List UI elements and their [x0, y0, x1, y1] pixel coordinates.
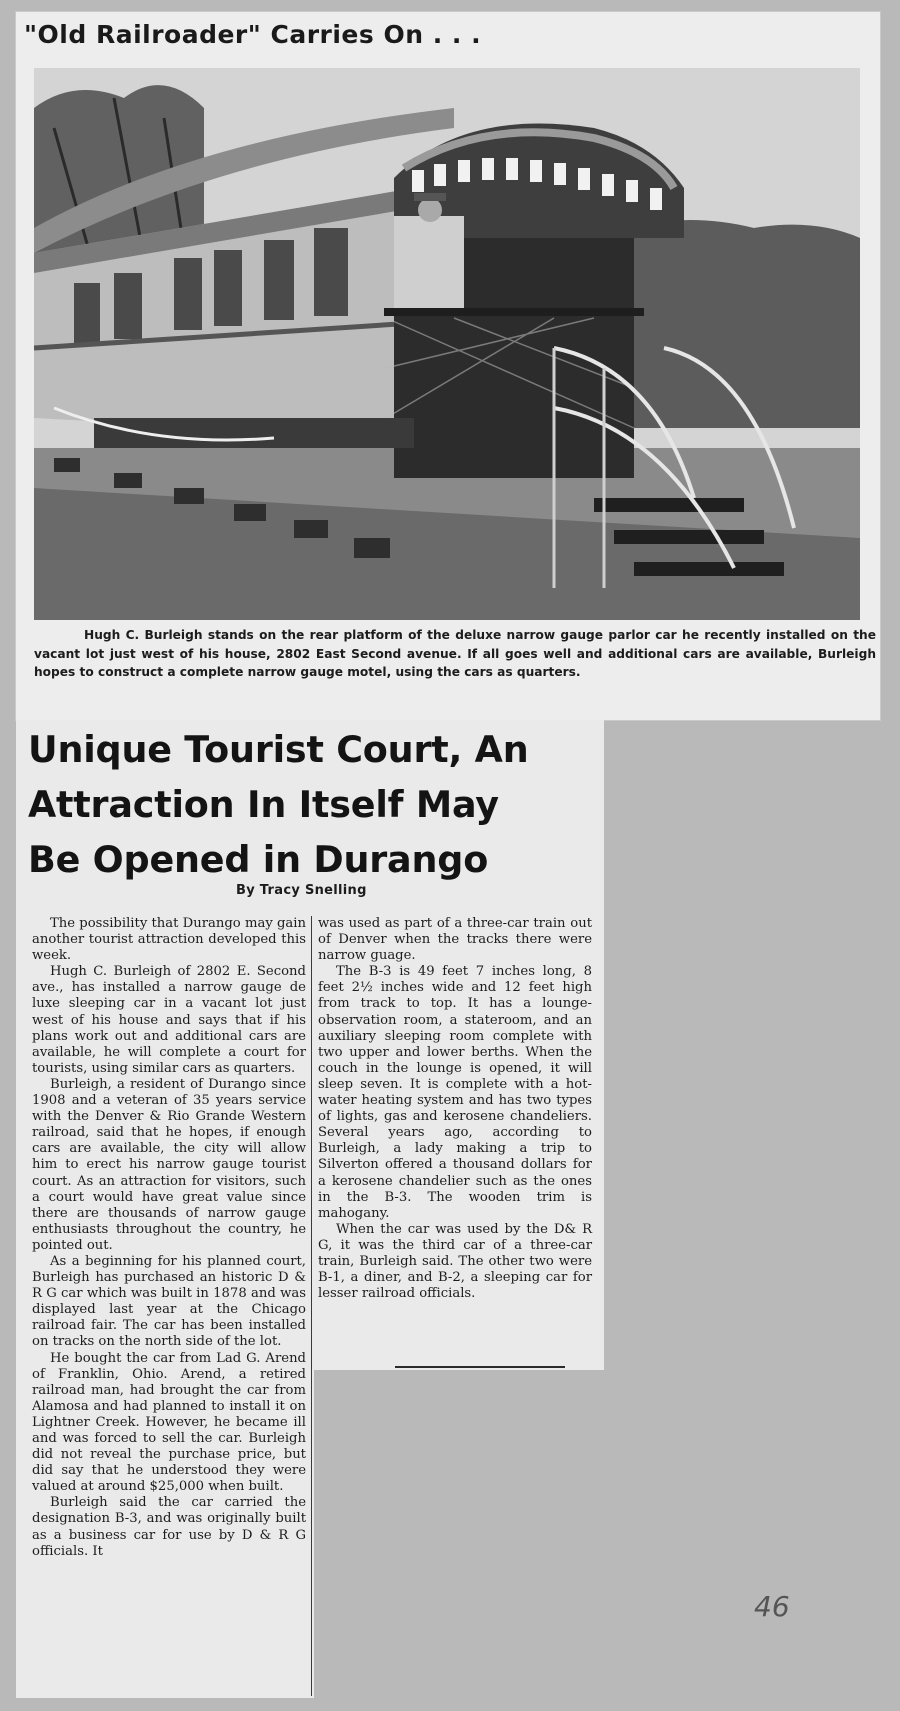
article-column-1 — [32, 916, 306, 1560]
paragraph: When the car was used by the D& R G, it was the third car of a three-car train, Burleigh said. The other two were B-1, a diner, and B-2, a sleeping car for lesser railroad officials. — [318, 1221, 592, 1302]
column-divider — [311, 916, 312, 1696]
byline: By Tracy Snelling — [236, 883, 367, 898]
page-number: 46 — [754, 1590, 790, 1623]
paragraph: Hugh C. Burleigh of 2802 E. Second ave., has installed a narrow gauge de luxe sleeping car in a vacant lot just west of his house and says that if his plans work out and additional cars are available, he will complete a court for tourists, using similar cars as quarters. — [32, 964, 306, 1076]
paragraph: was used as part of a three-car train out of Denver when the tracks there were narrow guage. — [318, 916, 592, 964]
photo-headline: "Old Railroader" Carries On . . . — [24, 20, 482, 49]
photo-caption: Hugh C. Burleigh stands on the rear platform of the deluxe narrow gauge parlor car he recently installed on the vacant lot just west of his house, 2802 East Second avenue. If all goes well and additional cars are available, Burleigh hopes to construct a complete narrow gauge motel, using the cars as quarters. — [34, 628, 876, 679]
paragraph: Burleigh, a resident of Durango since 1908 and a veteran of 35 years service with the Denver & Rio Grande Western railroad, said that he hopes, if enough cars are available, the city will allow him to erect his narrow gauge tourist court. As an attraction for visitors, such a court would have great value since there are thousands of narrow gauge enthusiasts throughout the country, he pointed out. — [32, 1076, 306, 1253]
paragraph: As a beginning for his planned court, Burleigh has purchased an historic D & R G car which was built in 1878 and was displayed last year at the Chicago railroad fair. The car has been installed on tracks on the north side of the lot. — [32, 1253, 306, 1350]
headline-line-2: Attraction In Itself May — [28, 783, 499, 826]
headline-line-1: Unique Tourist Court, An — [28, 728, 529, 771]
article-column-2 — [318, 916, 592, 1302]
headline-line-3: Be Opened in Durango — [28, 838, 489, 881]
rail-car-photo — [34, 68, 860, 620]
paragraph: The possibility that Durango may gain another tourist attraction developed this week. — [32, 916, 306, 964]
paragraph: The B-3 is 49 feet 7 inches long, 8 feet 2½ inches wide and 12 feet high from track to top. It has a lounge-observation room, a stateroom, and an auxiliary sleeping room complete with two upper and lower berths. When the couch in the lounge is opened, it will sleep seven. It is complete with a hot-water heating system and has two types of lights, gas and kerosene chandeliers. Several years ago, according to Burleigh, a lady making a trip to Silverton offered a thousand dollars for a kerosene chandelier such as the ones in the B-3. The wooden trim is mahogany. — [318, 964, 592, 1221]
article-end-rule — [395, 1366, 565, 1368]
article-headline — [28, 722, 598, 887]
paragraph: He bought the car from Lad G. Arend of Franklin, Ohio. Arend, a retired railroad man, had brought the car from Alamosa and had planned to install it on Lightner Creek. However, he became ill and was forced to sell the car. Burleigh did not reveal the purchase price, but did say that he understood they were valued at around $25,000 when built. — [32, 1350, 306, 1495]
paragraph: Burleigh said the car carried the designation B-3, and was originally built as a business car for use by D & R G officials. It — [32, 1495, 306, 1559]
